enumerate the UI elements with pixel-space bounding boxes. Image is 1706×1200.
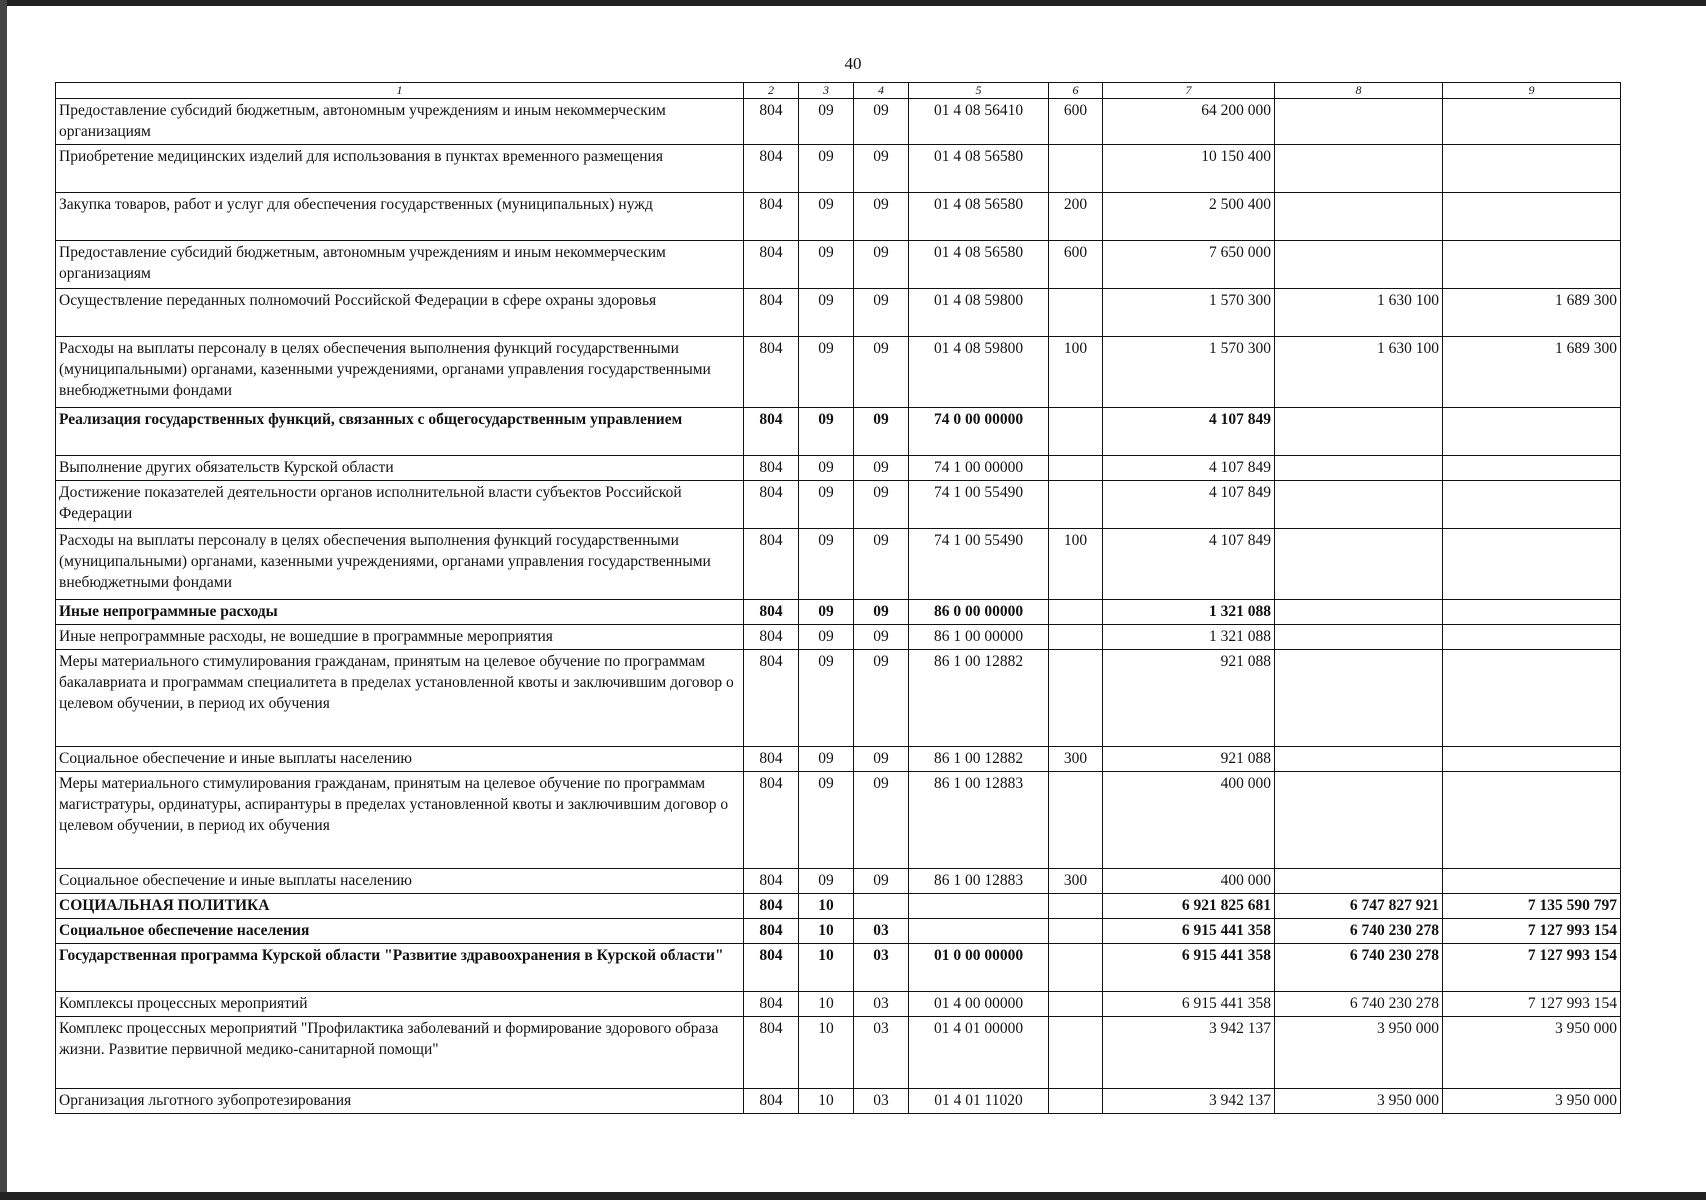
header-cell: 5	[909, 83, 1049, 99]
row-amount-year2-cell	[1275, 772, 1443, 869]
row-amount-year1-cell: 2 500 400	[1103, 193, 1275, 241]
row-grbs-cell: 804	[744, 1089, 799, 1114]
row-amount-year3-cell: 7 127 993 154	[1443, 992, 1621, 1017]
row-amount-year1-cell: 1 321 088	[1103, 600, 1275, 625]
row-subsection-cell: 09	[854, 772, 909, 869]
row-amount-year2-cell	[1275, 456, 1443, 481]
row-expense-type-cell	[1049, 650, 1103, 747]
row-expense-type-cell	[1049, 944, 1103, 992]
row-expense-type-cell	[1049, 145, 1103, 193]
row-section-cell: 09	[799, 145, 854, 193]
row-section-cell: 09	[799, 869, 854, 894]
row-grbs-cell: 804	[744, 193, 799, 241]
row-target-article-cell: 74 1 00 00000	[909, 456, 1049, 481]
row-subsection-cell: 09	[854, 625, 909, 650]
row-grbs-cell: 804	[744, 992, 799, 1017]
row-expense-type-cell	[1049, 408, 1103, 456]
row-amount-year1-cell: 10 150 400	[1103, 145, 1275, 193]
row-expense-type-cell	[1049, 1089, 1103, 1114]
row-amount-year3-cell	[1443, 99, 1621, 145]
scan-border-top	[0, 0, 1706, 6]
scan-border-left	[0, 0, 7, 1200]
row-section-cell: 09	[799, 600, 854, 625]
row-name-cell: Комплекс процессных мероприятий "Профилактика заболеваний и формирование здорового образа жизни. Развитие первичной медико-санитарной помощи"	[56, 1017, 744, 1089]
row-target-article-cell: 01 4 08 56580	[909, 145, 1049, 193]
row-amount-year3-cell	[1443, 481, 1621, 529]
table-row	[56, 145, 1621, 193]
table-row	[56, 241, 1621, 289]
row-target-article-cell: 86 1 00 12882	[909, 747, 1049, 772]
row-amount-year1-cell: 64 200 000	[1103, 99, 1275, 145]
row-grbs-cell: 804	[744, 747, 799, 772]
row-name-cell: СОЦИАЛЬНАЯ ПОЛИТИКА	[56, 894, 744, 919]
row-name-cell: Реализация государственных функций, связанных с общегосударственным управлением	[56, 408, 744, 456]
row-subsection-cell: 03	[854, 944, 909, 992]
table-row	[56, 944, 1621, 992]
row-expense-type-cell: 600	[1049, 241, 1103, 289]
row-amount-year1-cell: 6 915 441 358	[1103, 992, 1275, 1017]
row-amount-year3-cell: 7 135 590 797	[1443, 894, 1621, 919]
row-expense-type-cell	[1049, 456, 1103, 481]
row-target-article-cell: 74 0 00 00000	[909, 408, 1049, 456]
row-name-cell: Выполнение других обязательств Курской области	[56, 456, 744, 481]
row-name-cell: Расходы на выплаты персоналу в целях обеспечения выполнения функций государственными (муниципальными) органами, казенными учреждениями, органами управления государственными внебюджетными фондами	[56, 337, 744, 408]
row-amount-year2-cell	[1275, 193, 1443, 241]
row-section-cell: 09	[799, 289, 854, 337]
row-expense-type-cell: 600	[1049, 99, 1103, 145]
row-amount-year1-cell: 6 915 441 358	[1103, 944, 1275, 992]
row-grbs-cell: 804	[744, 772, 799, 869]
row-amount-year3-cell	[1443, 241, 1621, 289]
header-cell: 7	[1103, 83, 1275, 99]
row-amount-year1-cell: 3 942 137	[1103, 1089, 1275, 1114]
row-expense-type-cell	[1049, 625, 1103, 650]
row-name-cell: Расходы на выплаты персоналу в целях обеспечения выполнения функций государственными (муниципальными) органами, казенными учреждениями, органами управления государственными внебюджетными фондами	[56, 529, 744, 600]
row-target-article-cell	[909, 919, 1049, 944]
row-amount-year1-cell: 1 570 300	[1103, 337, 1275, 408]
row-amount-year1-cell: 6 915 441 358	[1103, 919, 1275, 944]
row-amount-year3-cell	[1443, 529, 1621, 600]
row-amount-year3-cell: 7 127 993 154	[1443, 919, 1621, 944]
row-grbs-cell: 804	[744, 894, 799, 919]
table-row	[56, 1017, 1621, 1089]
row-amount-year1-cell: 4 107 849	[1103, 481, 1275, 529]
row-grbs-cell: 804	[744, 869, 799, 894]
header-cell: 6	[1049, 83, 1103, 99]
table-row	[56, 99, 1621, 145]
row-amount-year3-cell	[1443, 456, 1621, 481]
row-amount-year2-cell	[1275, 241, 1443, 289]
row-amount-year3-cell: 7 127 993 154	[1443, 944, 1621, 992]
row-expense-type-cell: 300	[1049, 869, 1103, 894]
row-amount-year2-cell	[1275, 408, 1443, 456]
row-amount-year2-cell: 6 740 230 278	[1275, 992, 1443, 1017]
table-row	[56, 600, 1621, 625]
row-expense-type-cell	[1049, 289, 1103, 337]
row-grbs-cell: 804	[744, 944, 799, 992]
row-amount-year3-cell	[1443, 625, 1621, 650]
row-section-cell: 09	[799, 772, 854, 869]
row-amount-year3-cell	[1443, 145, 1621, 193]
row-name-cell: Иные непрограммные расходы	[56, 600, 744, 625]
row-amount-year1-cell: 400 000	[1103, 772, 1275, 869]
row-subsection-cell: 09	[854, 337, 909, 408]
table-row	[56, 747, 1621, 772]
row-name-cell: Организация льготного зубопротезирования	[56, 1089, 744, 1114]
row-subsection-cell: 03	[854, 919, 909, 944]
row-amount-year1-cell: 4 107 849	[1103, 529, 1275, 600]
row-subsection-cell: 09	[854, 145, 909, 193]
row-target-article-cell: 01 4 08 59800	[909, 289, 1049, 337]
header-cell: 8	[1275, 83, 1443, 99]
row-amount-year2-cell	[1275, 747, 1443, 772]
table-row	[56, 408, 1621, 456]
row-subsection-cell: 09	[854, 529, 909, 600]
row-target-article-cell: 01 4 01 11020	[909, 1089, 1049, 1114]
row-section-cell: 10	[799, 894, 854, 919]
row-amount-year3-cell	[1443, 747, 1621, 772]
row-name-cell: Социальное обеспечение и иные выплаты населению	[56, 869, 744, 894]
row-subsection-cell: 09	[854, 600, 909, 625]
row-amount-year3-cell	[1443, 772, 1621, 869]
row-section-cell: 09	[799, 408, 854, 456]
row-expense-type-cell	[1049, 894, 1103, 919]
row-grbs-cell: 804	[744, 481, 799, 529]
row-amount-year1-cell: 3 942 137	[1103, 1017, 1275, 1089]
row-section-cell: 09	[799, 747, 854, 772]
table-row	[56, 481, 1621, 529]
row-name-cell: Закупка товаров, работ и услуг для обеспечения государственных (муниципальных) нужд	[56, 193, 744, 241]
row-subsection-cell: 09	[854, 747, 909, 772]
row-amount-year3-cell: 1 689 300	[1443, 337, 1621, 408]
row-target-article-cell: 01 4 08 56580	[909, 193, 1049, 241]
row-amount-year2-cell: 3 950 000	[1275, 1089, 1443, 1114]
row-name-cell: Предоставление субсидий бюджетным, автономным учреждениям и иным некоммерческим организациям	[56, 99, 744, 145]
row-amount-year3-cell: 3 950 000	[1443, 1089, 1621, 1114]
table-row	[56, 1089, 1621, 1114]
row-amount-year1-cell: 1 321 088	[1103, 625, 1275, 650]
row-grbs-cell: 804	[744, 408, 799, 456]
row-subsection-cell: 09	[854, 408, 909, 456]
row-name-cell: Предоставление субсидий бюджетным, автономным учреждениям и иным некоммерческим организациям	[56, 241, 744, 289]
table-row	[56, 919, 1621, 944]
table-row	[56, 289, 1621, 337]
row-subsection-cell: 09	[854, 456, 909, 481]
row-amount-year3-cell: 1 689 300	[1443, 289, 1621, 337]
row-section-cell: 09	[799, 529, 854, 600]
row-target-article-cell: 86 1 00 12883	[909, 869, 1049, 894]
row-section-cell: 09	[799, 99, 854, 145]
row-amount-year1-cell: 4 107 849	[1103, 456, 1275, 481]
row-grbs-cell: 804	[744, 99, 799, 145]
row-grbs-cell: 804	[744, 625, 799, 650]
row-amount-year3-cell	[1443, 869, 1621, 894]
row-name-cell: Достижение показателей деятельности органов исполнительной власти субъектов Российской Федерации	[56, 481, 744, 529]
row-section-cell: 09	[799, 337, 854, 408]
row-grbs-cell: 804	[744, 145, 799, 193]
row-amount-year3-cell	[1443, 600, 1621, 625]
row-subsection-cell: 09	[854, 289, 909, 337]
row-target-article-cell: 01 4 08 59800	[909, 337, 1049, 408]
row-expense-type-cell	[1049, 919, 1103, 944]
row-expense-type-cell	[1049, 481, 1103, 529]
row-amount-year1-cell: 6 921 825 681	[1103, 894, 1275, 919]
header-cell: 9	[1443, 83, 1621, 99]
row-name-cell: Социальное обеспечение населения	[56, 919, 744, 944]
row-name-cell: Государственная программа Курской области "Развитие здравоохранения в Курской области"	[56, 944, 744, 992]
table-row	[56, 529, 1621, 600]
budget-table	[55, 82, 1621, 1114]
row-subsection-cell: 09	[854, 99, 909, 145]
row-amount-year2-cell	[1275, 650, 1443, 747]
row-amount-year2-cell: 6 740 230 278	[1275, 944, 1443, 992]
row-amount-year2-cell: 1 630 100	[1275, 289, 1443, 337]
row-target-article-cell: 01 4 00 00000	[909, 992, 1049, 1017]
row-target-article-cell: 01 4 08 56410	[909, 99, 1049, 145]
row-name-cell: Меры материального стимулирования гражданам, принятым на целевое обучение по программам бакалавриата и программам специалитета в пределах установленной квоты и заключившим договор о целевом обучении, в период их обучения	[56, 650, 744, 747]
row-subsection-cell: 03	[854, 1089, 909, 1114]
row-amount-year2-cell: 6 747 827 921	[1275, 894, 1443, 919]
row-grbs-cell: 804	[744, 600, 799, 625]
row-grbs-cell: 804	[744, 456, 799, 481]
row-grbs-cell: 804	[744, 529, 799, 600]
row-name-cell: Иные непрограммные расходы, не вошедшие в программные мероприятия	[56, 625, 744, 650]
row-target-article-cell: 01 4 01 00000	[909, 1017, 1049, 1089]
row-name-cell: Меры материального стимулирования гражданам, принятым на целевое обучение по программам магистратуры, ординатуры, аспирантуры в пределах установленной квоты и заключившим договор о целевом обучении, в период их обучения	[56, 772, 744, 869]
row-subsection-cell: 09	[854, 193, 909, 241]
row-subsection-cell: 03	[854, 992, 909, 1017]
row-amount-year2-cell	[1275, 869, 1443, 894]
row-expense-type-cell	[1049, 600, 1103, 625]
scan-border-bottom	[0, 1192, 1706, 1200]
table-row	[56, 625, 1621, 650]
header-cell: 4	[854, 83, 909, 99]
row-amount-year2-cell	[1275, 99, 1443, 145]
row-amount-year2-cell	[1275, 625, 1443, 650]
row-name-cell: Социальное обеспечение и иные выплаты населению	[56, 747, 744, 772]
header-cell: 3	[799, 83, 854, 99]
page-number: 40	[844, 54, 862, 73]
table-row	[56, 337, 1621, 408]
row-subsection-cell: 09	[854, 481, 909, 529]
row-expense-type-cell: 100	[1049, 337, 1103, 408]
row-section-cell: 10	[799, 944, 854, 992]
row-expense-type-cell	[1049, 1017, 1103, 1089]
row-grbs-cell: 804	[744, 919, 799, 944]
row-amount-year1-cell: 400 000	[1103, 869, 1275, 894]
row-expense-type-cell: 300	[1049, 747, 1103, 772]
row-section-cell: 09	[799, 481, 854, 529]
row-amount-year2-cell: 6 740 230 278	[1275, 919, 1443, 944]
row-section-cell: 10	[799, 992, 854, 1017]
row-target-article-cell: 86 1 00 12882	[909, 650, 1049, 747]
row-amount-year2-cell	[1275, 145, 1443, 193]
row-grbs-cell: 804	[744, 337, 799, 408]
row-section-cell: 10	[799, 1017, 854, 1089]
row-amount-year3-cell	[1443, 650, 1621, 747]
row-amount-year3-cell: 3 950 000	[1443, 1017, 1621, 1089]
row-name-cell: Приобретение медицинских изделий для использования в пунктах временного размещения	[56, 145, 744, 193]
row-subsection-cell: 09	[854, 241, 909, 289]
row-amount-year1-cell: 921 088	[1103, 747, 1275, 772]
row-grbs-cell: 804	[744, 241, 799, 289]
row-amount-year2-cell: 1 630 100	[1275, 337, 1443, 408]
row-target-article-cell: 01 0 00 00000	[909, 944, 1049, 992]
row-section-cell: 09	[799, 241, 854, 289]
row-expense-type-cell	[1049, 772, 1103, 869]
row-amount-year1-cell: 1 570 300	[1103, 289, 1275, 337]
row-section-cell: 09	[799, 193, 854, 241]
row-target-article-cell: 86 1 00 12883	[909, 772, 1049, 869]
row-section-cell: 09	[799, 625, 854, 650]
row-subsection-cell	[854, 894, 909, 919]
row-amount-year2-cell	[1275, 481, 1443, 529]
row-subsection-cell: 03	[854, 1017, 909, 1089]
row-section-cell: 10	[799, 1089, 854, 1114]
table-row	[56, 894, 1621, 919]
header-cell: 2	[744, 83, 799, 99]
table-row	[56, 456, 1621, 481]
row-grbs-cell: 804	[744, 1017, 799, 1089]
row-amount-year1-cell: 7 650 000	[1103, 241, 1275, 289]
row-target-article-cell: 86 0 00 00000	[909, 600, 1049, 625]
row-expense-type-cell: 100	[1049, 529, 1103, 600]
row-target-article-cell	[909, 894, 1049, 919]
row-amount-year2-cell: 3 950 000	[1275, 1017, 1443, 1089]
row-amount-year3-cell	[1443, 408, 1621, 456]
row-section-cell: 10	[799, 919, 854, 944]
row-amount-year3-cell	[1443, 193, 1621, 241]
table-row	[56, 650, 1621, 747]
row-amount-year1-cell: 921 088	[1103, 650, 1275, 747]
row-target-article-cell: 86 1 00 00000	[909, 625, 1049, 650]
row-subsection-cell: 09	[854, 650, 909, 747]
row-target-article-cell: 01 4 08 56580	[909, 241, 1049, 289]
table-row	[56, 869, 1621, 894]
row-name-cell: Осуществление переданных полномочий Российской Федерации в сфере охраны здоровья	[56, 289, 744, 337]
row-expense-type-cell: 200	[1049, 193, 1103, 241]
row-grbs-cell: 804	[744, 289, 799, 337]
row-amount-year1-cell: 4 107 849	[1103, 408, 1275, 456]
table-row	[56, 193, 1621, 241]
row-amount-year2-cell	[1275, 529, 1443, 600]
row-name-cell: Комплексы процессных мероприятий	[56, 992, 744, 1017]
row-subsection-cell: 09	[854, 869, 909, 894]
row-amount-year2-cell	[1275, 600, 1443, 625]
header-cell: 1	[56, 83, 744, 99]
row-section-cell: 09	[799, 650, 854, 747]
row-grbs-cell: 804	[744, 650, 799, 747]
row-expense-type-cell	[1049, 992, 1103, 1017]
row-section-cell: 09	[799, 456, 854, 481]
table-row	[56, 992, 1621, 1017]
row-target-article-cell: 74 1 00 55490	[909, 529, 1049, 600]
table-row	[56, 772, 1621, 869]
row-target-article-cell: 74 1 00 55490	[909, 481, 1049, 529]
column-number-header	[56, 83, 1621, 99]
